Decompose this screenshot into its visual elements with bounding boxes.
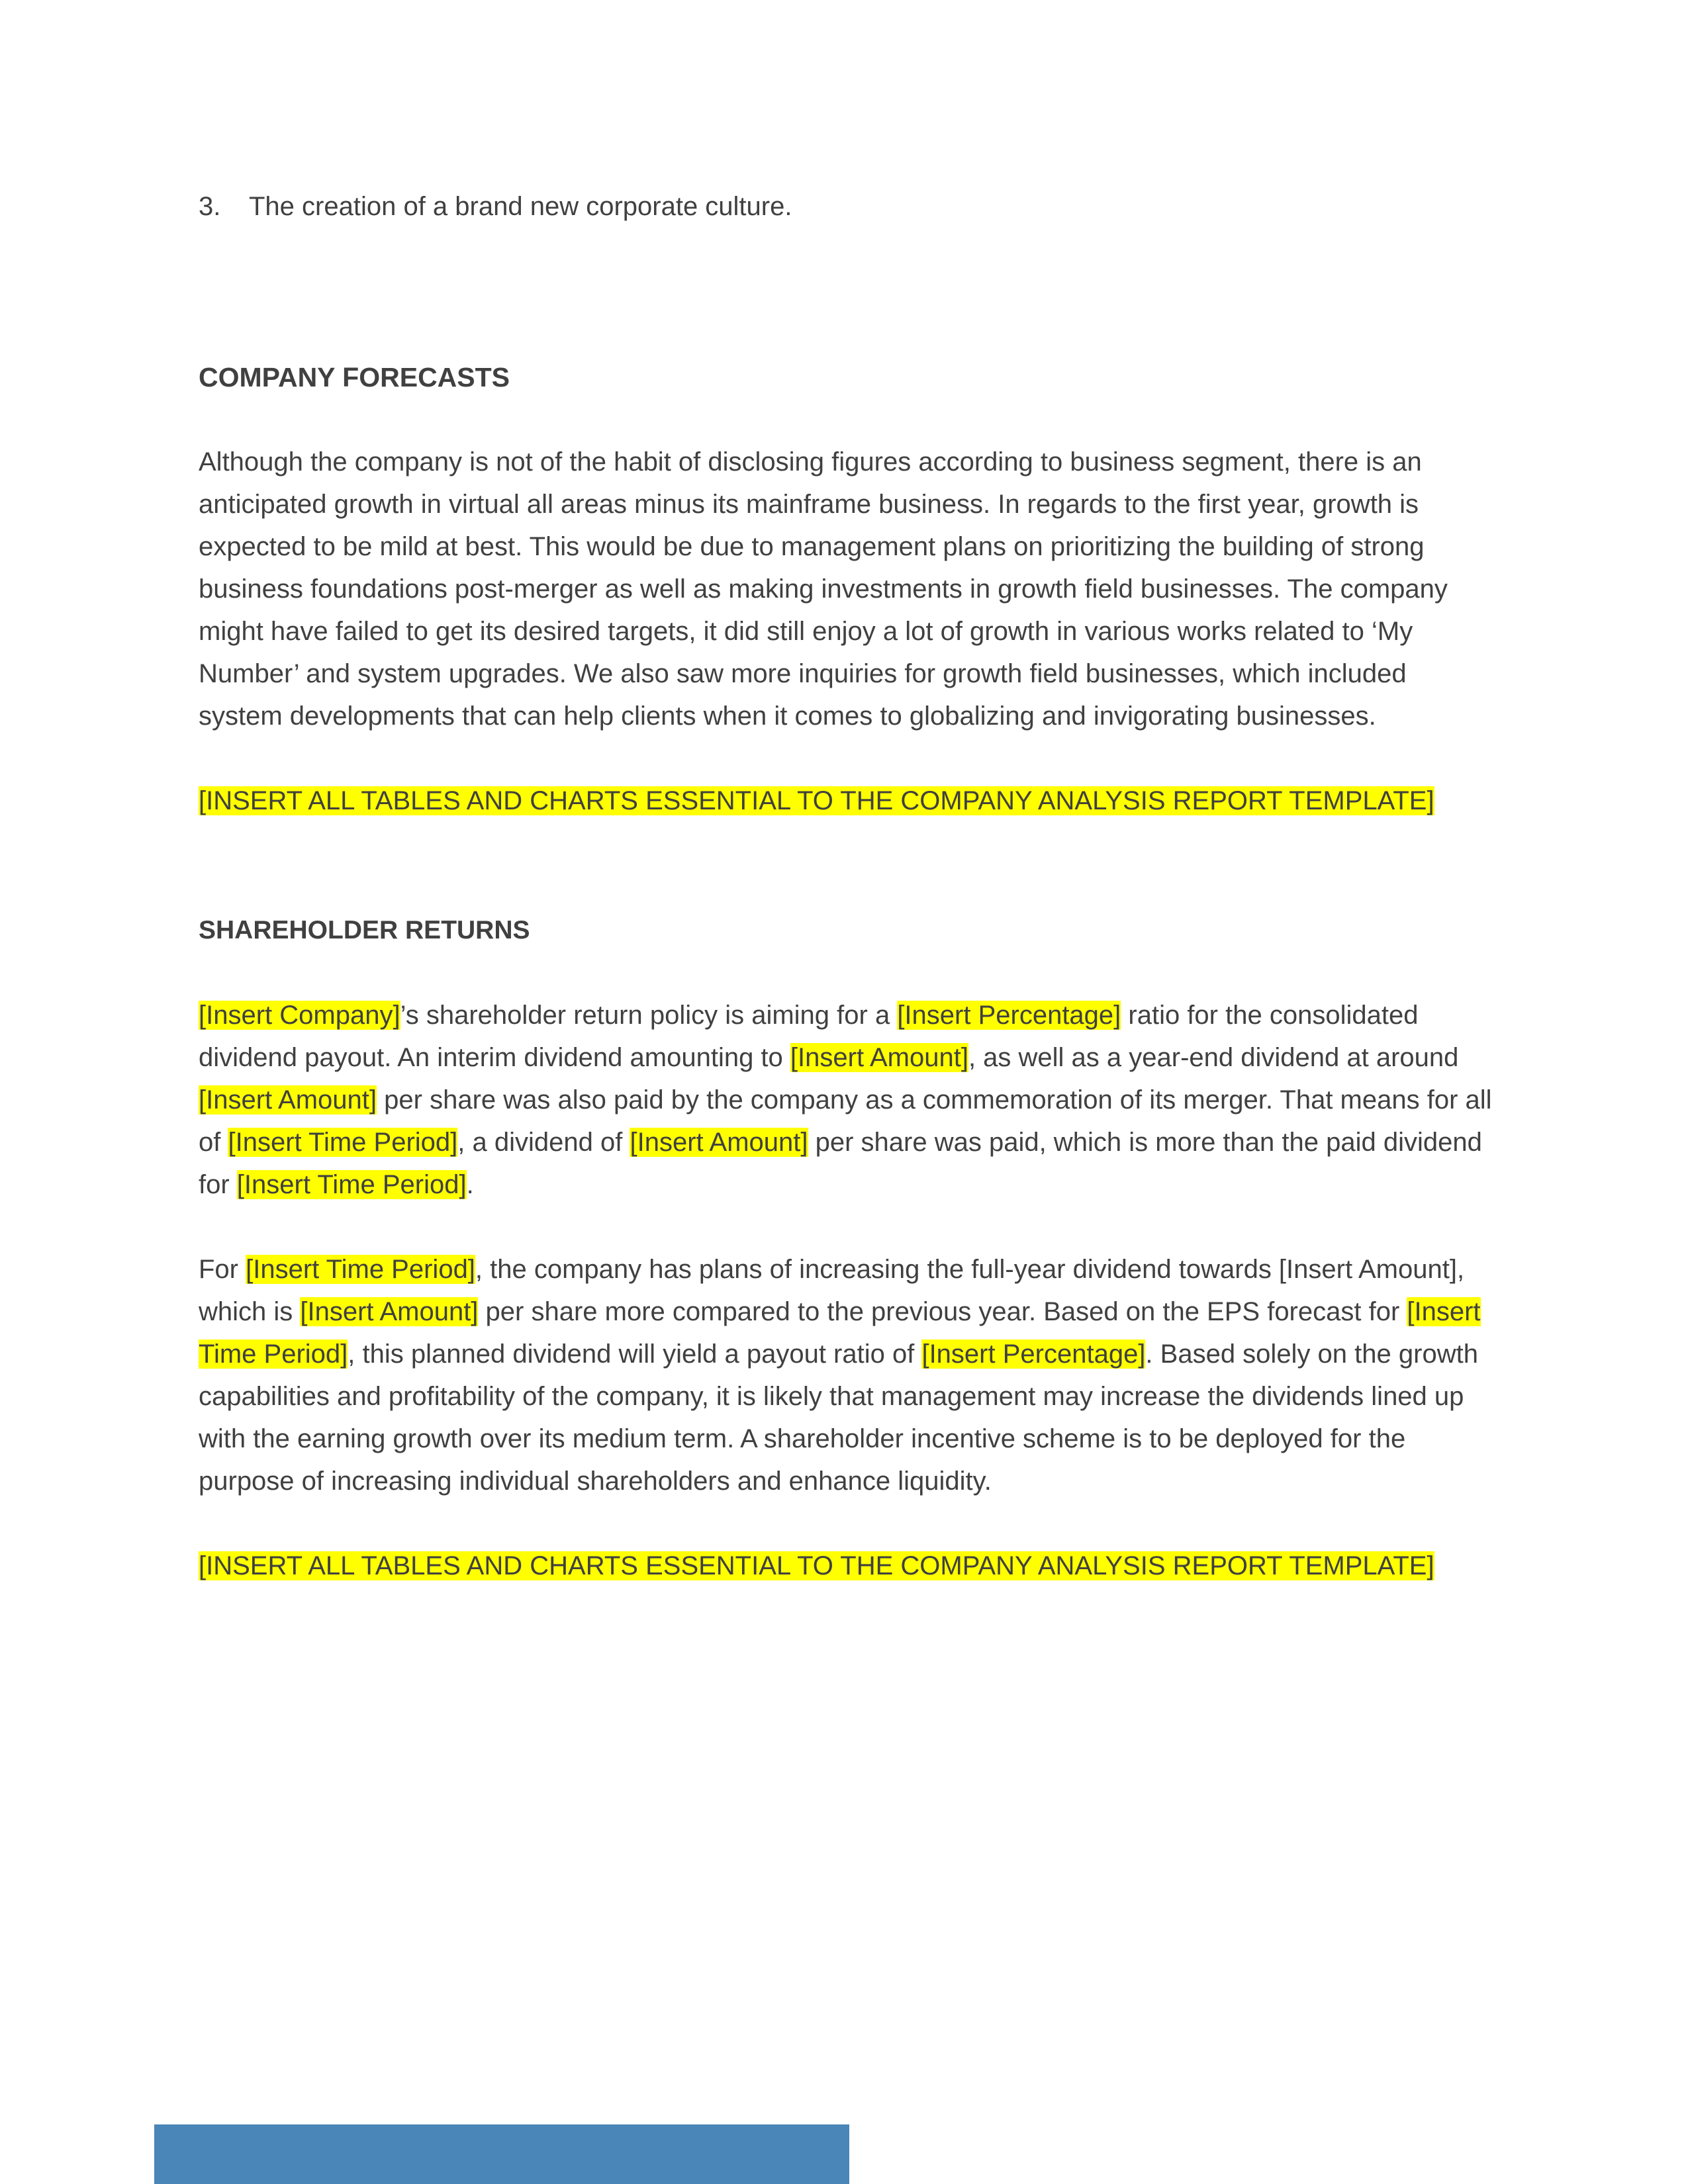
tables-charts-placeholder: [199, 1545, 1496, 1587]
placeholder-percentage: [Insert Percentage]: [897, 1001, 1121, 1030]
text-run: , this planned dividend will yield a payout ratio of: [348, 1340, 922, 1369]
tables-charts-placeholder: [199, 780, 1496, 822]
placeholder-amount: [Insert Amount]: [630, 1128, 808, 1157]
placeholder-amount: [Insert Amount]: [199, 1085, 377, 1115]
section-heading-company-forecasts: COMPANY FORECASTS: [199, 362, 510, 392]
placeholder-amount: [Insert Amount]: [790, 1043, 968, 1072]
text-run: .: [466, 1170, 474, 1199]
placeholder-time-period: [Insert Time Period]: [246, 1255, 475, 1284]
text-run: per share was paid, which is more than the paid dividend for: [199, 1128, 1482, 1199]
highlighted-placeholder: [INSERT ALL TABLES AND CHARTS ESSENTIAL TO THE COMPANY ANALYSIS REPORT TEMPLATE]: [199, 1551, 1434, 1580]
placeholder-time-period: [Insert Time Period]: [199, 1297, 1481, 1369]
section-heading-shareholder-returns: SHAREHOLDER RETURNS: [199, 916, 530, 944]
returns-paragraph-1: [199, 994, 1496, 1206]
text-run: , as well as a year-end dividend at around: [968, 1043, 1459, 1072]
text-run: For: [199, 1255, 246, 1284]
placeholder-company: [Insert Company]: [199, 1001, 400, 1030]
footer-accent-bar: [154, 2124, 849, 2184]
list-item-text: The creation of a brand new corporate culture.: [249, 192, 792, 221]
text-run: . Based solely on the growth capabilities and profitability of the company, it is likely that management may increase the dividends lined up with the earning growth over its medium term. A shareholder incentive scheme is to be deployed for the purpose of increasing individual shareholders and enhance liquidity.: [199, 1340, 1478, 1496]
document-body: [199, 185, 1496, 1587]
text-run: , the company has plans of increasing the full-year dividend towards [Insert Amount], which is: [199, 1255, 1465, 1326]
text-run: ratio for the consolidated dividend payout. An interim dividend amounting to: [199, 1001, 1419, 1072]
list-item: [199, 185, 1496, 228]
text-run: , a dividend of: [457, 1128, 630, 1157]
forecasts-paragraph: Although the company is not of the habit of disclosing figures according to business segment, there is an anticipated growth in virtual all areas minus its mainframe business. In regards to the first year, growth is expected to be mild at best. This would be due to management plans on prioritizing the building of strong business foundations post-merger as well as making investments in growth field businesses. The company might have failed to get its desired targets, it did still enjoy a lot of growth in various works related to ‘My Number’ and system upgrades. We also saw more inquiries for growth field businesses, which included system developments that can help clients when it comes to globalizing and invigorating businesses.: [199, 447, 1448, 731]
placeholder-percentage: [Insert Percentage]: [921, 1340, 1146, 1369]
placeholder-time-period: [Insert Time Period]: [228, 1128, 458, 1157]
returns-paragraph-2: [199, 1248, 1496, 1502]
placeholder-amount: [Insert Amount]: [300, 1297, 479, 1326]
text-run: per share was also paid by the company as a commemoration of its merger. That means for all of: [199, 1085, 1492, 1157]
highlighted-placeholder: [INSERT ALL TABLES AND CHARTS ESSENTIAL TO THE COMPANY ANALYSIS REPORT TEMPLATE]: [199, 786, 1434, 815]
placeholder-time-period: [Insert Time Period]: [236, 1170, 467, 1199]
text-run: ’s shareholder return policy is aiming for a: [400, 1001, 898, 1030]
list-number: 3.: [199, 192, 221, 221]
text-run: per share more compared to the previous year. Based on the EPS forecast for: [478, 1297, 1407, 1326]
